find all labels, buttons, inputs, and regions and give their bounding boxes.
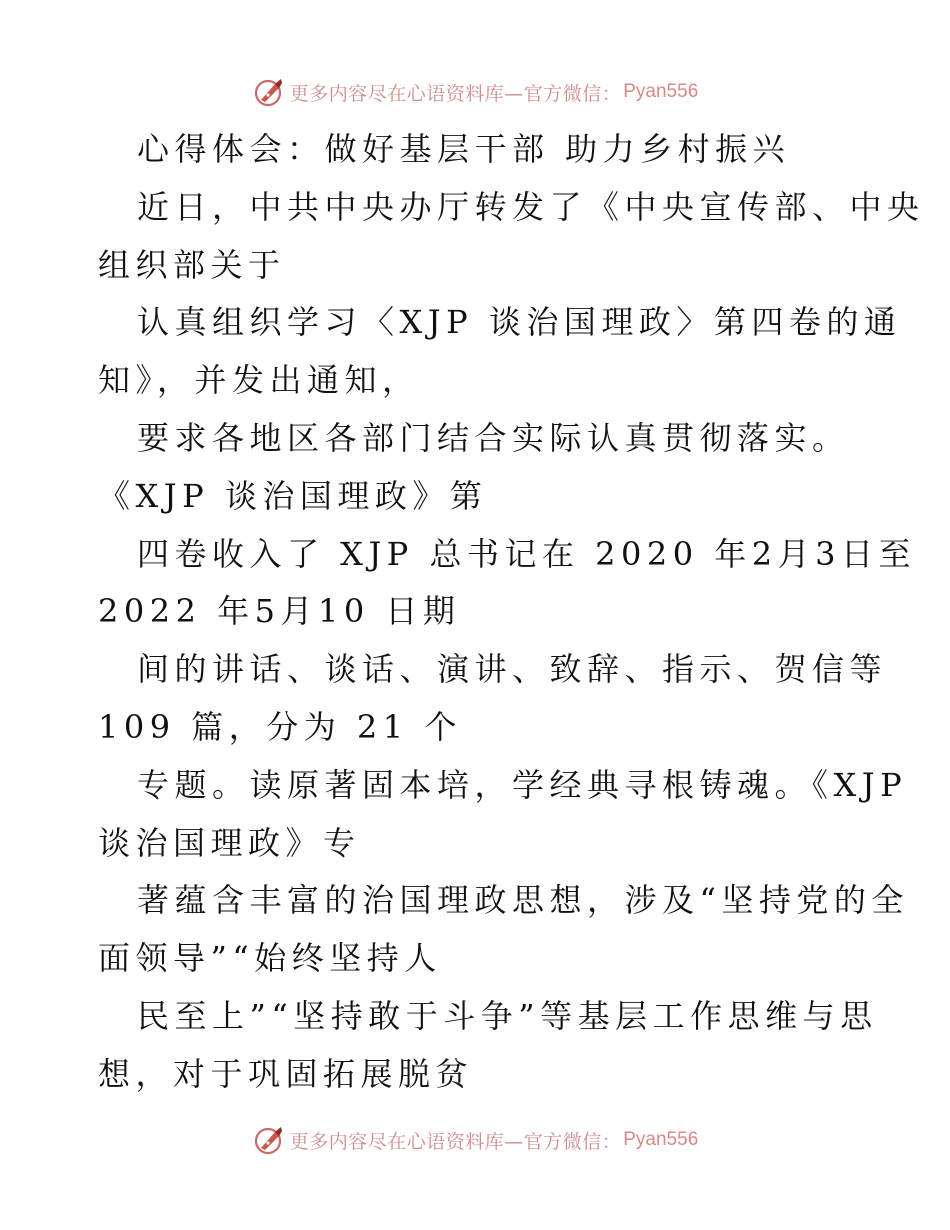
text-line: 《XJP 谈治国理政》第 <box>98 476 488 515</box>
text-line: 民至上”“坚持敢于斗争”等基层工作思维与思 <box>137 996 878 1035</box>
text-line: 专题。读原著固本培，学经典寻根铸魂。《XJP <box>137 765 908 804</box>
document-title-line: 心得体会：做好基层干部 助力乡村振兴 <box>137 130 791 168</box>
text-line: 知》，并发出通知， <box>98 361 420 400</box>
text-line: 想，对于巩固拓展脱贫 <box>98 1054 474 1093</box>
text-line: 间的讲话、谈话、演讲、致辞、指示、贺信等 <box>137 650 888 689</box>
footer-watermark <box>0 1120 950 1160</box>
header-watermark <box>0 72 950 112</box>
text-line: 组织部关于 <box>98 245 286 284</box>
text-line: 近日，中共中央办厅转发了《中央宣传部、中央 <box>137 187 925 226</box>
watermark-text: 更多内容尽在心语资料库—官方微信： <box>289 1130 622 1153</box>
watermark-text: 更多内容尽在心语资料库—官方微信： <box>289 82 622 105</box>
text-line: 面领导”“始终坚持人 <box>98 939 442 978</box>
watermark-wechat-id: Pyan556 <box>623 1129 699 1150</box>
text-line: 认真组织学习〈XJP 谈治国理政〉第四卷的通 <box>137 303 902 342</box>
watermark-wechat-id: Pyan556 <box>623 81 699 102</box>
text-line: 著蕴含丰富的治国理政思想，涉及“坚持党的全 <box>137 881 909 920</box>
pen-nib-logo-icon <box>252 75 286 109</box>
text-line: 要求各地区各部门结合实际认真贯彻落实。 <box>137 418 850 457</box>
text-line: 2022 年5月10 日期 <box>98 592 461 631</box>
text-line: 109 篇，分为 21 个 <box>98 707 462 746</box>
text-line: 四卷收入了 XJP 总书记在 2020 年2月3日至 <box>137 534 916 573</box>
text-line: 谈治国理政》专 <box>98 823 361 862</box>
pen-nib-logo-icon <box>252 1123 286 1157</box>
document-body <box>98 121 925 1104</box>
